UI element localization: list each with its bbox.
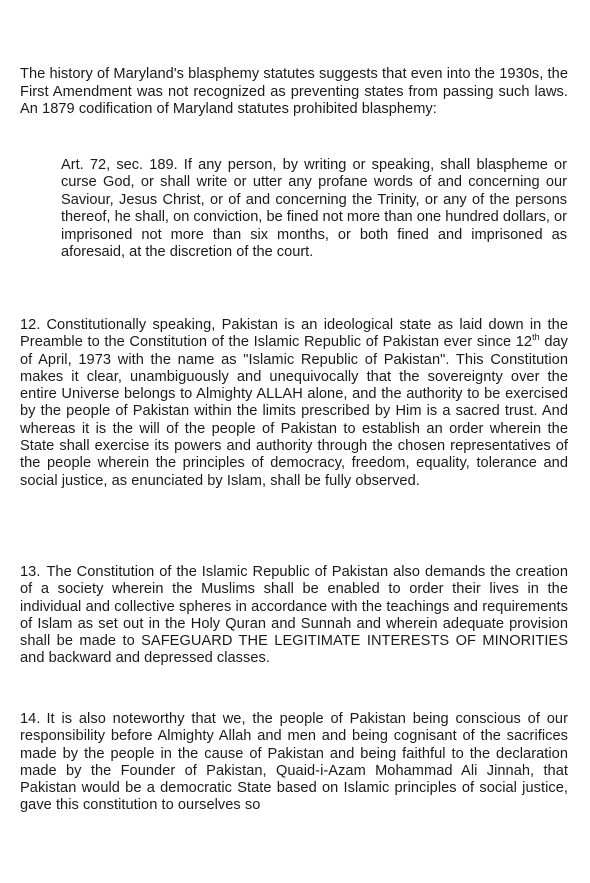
superscript-ordinal: th [532,332,540,343]
paragraph-text: It is also noteworthy that we, the people of Pakistan being conscious of our responsibility before Almighty Allah and men and being cognisant of the sacrifices made by the people in the cause of Pakistan and being faithful to the declaration made by the Founder of Pakistan, Quaid-i-Azam Mohammad Ali Jinnah, that Pakistan would be a democratic State based on Islamic principles of social justice, gave this constitution to ourselves so [20,711,568,814]
paragraph-text: Constitutionally speaking, Pakistan is an ideological state as laid down in the Preamble to the Constitution of the Islamic Republic of Pakistan ever since 12 [20,317,568,351]
paragraph-number: 12. [20,317,41,333]
paragraph-14 [20,711,568,815]
paragraph-text: The Constitution of the Islamic Republic of Pakistan also demands the creation of a society wherein the Muslims shall be enabled to order their lives in the individual and collective spheres in accordance with the teachings and requirements of Islam as set out in the Holy Quran and Sunnah and wherein adequate provision shall be made to SAFEGUARD THE LEGITIMATE INTERESTS OF MINORITIES and backward and depressed classes. [20,564,568,667]
statute-quote: Art. 72, sec. 189. If any person, by writing or speaking, shall blaspheme or curse God, or shall write or utter any profane words of and concerning our Saviour, Jesus Christ, or of and concerning the Trinity, or any of the persons thereof, he shall, on conviction, be fined not more than one hundred dollars, or imprisoned not more than six months, or both fined and imprisoned as aforesaid, at the discretion of the court. [61,157,567,261]
paragraph-number: 13. [20,564,41,580]
paragraph-13 [20,564,568,668]
paragraph-number: 14. [20,711,41,727]
paragraph-12 [20,317,568,490]
paragraph-text-continued: day of April, 1973 with the name as "Islamic Republic of Pakistan". This Constitution makes it clear, unambiguously and unequivocally that the sovereignty over the entire Universe belongs to Almighty ALLAH alone, and the authority to be exercised by the people of Pakistan within the limits prescribed by Him is a sacred trust. And whereas it is the will of the people of Pakistan to establish an order wherein the State shall exercise its powers and authority through the chosen representatives of the people wherein the principles of democracy, freedom, equality, tolerance and social justice, as enunciated by Islam, shall be fully observed. [20,334,568,489]
intro-paragraph: The history of Maryland's blasphemy statutes suggests that even into the 1930s, the First Amendment was not recognized as preventing states from passing such laws. An 1879 codification of Maryland statutes prohibited blasphemy: [20,66,568,118]
